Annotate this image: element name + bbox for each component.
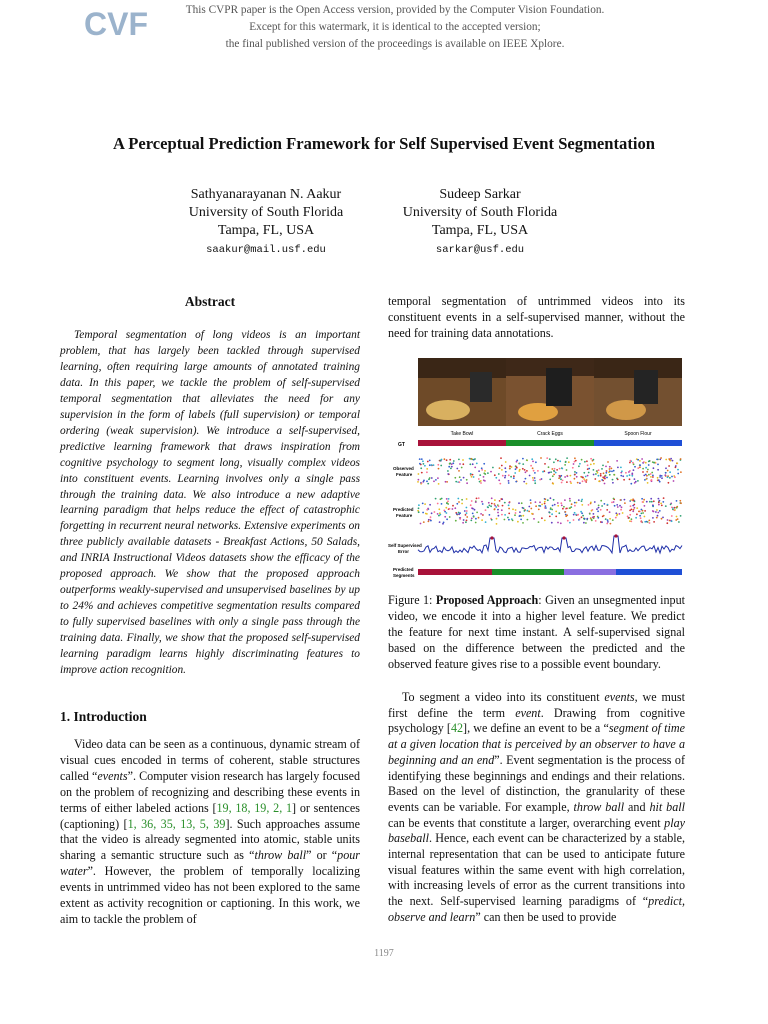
paper-title: A Perceptual Prediction Framework for Self Supervised Event Segmentation (112, 134, 655, 153)
intro-paragraph: Video data can be seen as a continuous, dynamic stream of visual cues encoded in terms of coherent, stable structures called “events”. Computer vision research has largely focused on the problem of recognizing and describing these events in terms of either labeled actions [19, 18, 19, 2, 1] or sentences (captioning) [1, 36, 35, 13, 5, 39]. Such approaches assume that the video is already segmented into atomic, stable units sharing a semantic structure such as “throw ball” or “pour water”. However, the problem of temporally localizing events in untrimmed video has not been explored to the same extent as activity recognition or captioning. In this work, we aim to tackle the problem of (60, 737, 361, 926)
right-column-text: temporal segmentation of untrimmed videos into its constituent events in a self-supervised manner, without the need for training data annotations. (388, 294, 685, 340)
boundary-marker (490, 536, 493, 539)
watermark-line: the final published version of the proceedings is available on IEEE Xplore. (225, 38, 565, 50)
predicted-segments-bar (418, 569, 682, 575)
predicted-feature-scatter (417, 497, 682, 525)
right-column-paragraph: To segment a video into its constituent events, we must first define the term event. Drawing from cognitive psychology [42], we define an event to be a “segment of time at a given location that is perceived by an observer to have a beginning and an end”. Event segmentation is the process of identifying these beginnings and endings and their relations. Based on the level of distinction, the granularity of these events can be variable. For example, throw ball and hit ball can be events that constitute a larger, overarching event play baseball. Hence, each event can be characterized by a stable, internal representation that can be used to anticipate future visual features within the same event with high correlation, with increasing levels of error as the current transitions into the next. Self-supervised learning paradigms of “predict, observe and learn” can then be used to provide (388, 690, 685, 924)
boundary-marker (562, 536, 565, 539)
boundary-markers (490, 534, 617, 539)
author-name: Sudeep Sarkar (439, 187, 521, 202)
author-location: Tampa, FL, USA (431, 223, 529, 238)
cvf-logo (84, 6, 148, 42)
row-label: Observed (393, 466, 414, 471)
abstract-heading: Abstract (184, 294, 236, 309)
emphasis: pour water (60, 848, 360, 879)
segment-label: Spoon Flour (624, 431, 652, 437)
gt-bar (418, 440, 682, 446)
watermark-line: Except for this watermark, it is identical to the accepted version; (249, 21, 541, 33)
segment-label: Crack Eggs (537, 431, 563, 437)
row-label: Feature (396, 513, 413, 518)
caption-bold: Proposed Approach (435, 593, 539, 607)
author-block (360, 186, 600, 260)
video-frames (418, 358, 682, 426)
author-name: Sathyanarayanan N. Aakur (190, 187, 342, 202)
page-number: 1197 (374, 948, 394, 959)
watermark-line: This CVPR paper is the Open Access version, provided by the Computer Vision Foundation. (185, 4, 605, 16)
citation-link[interactable]: 19, 18, 19, 2, 1 (216, 800, 293, 815)
boundary-marker (614, 534, 617, 537)
row-label: Predicted (393, 507, 414, 512)
row-label: Error (398, 549, 410, 554)
row-label: Self Supervised (388, 543, 422, 548)
row-label-gt: GT (398, 442, 405, 448)
emphasis: throw ball (254, 848, 307, 863)
observed-feature-scatter (417, 457, 682, 485)
abstract-text: Temporal segmentation of long videos is an important problem, that has largely been tackled through supervised learning, often requiring large amounts of annotated training data. In this paper, we tackle the problem of self-supervised temporal segmentation that alleviates the need for any supervision in the form of labels (full supervision) or temporal ordering (weak supervision). We introduce a self-supervised, predictive learning framework that draws inspiration from cognitive psychology to segment long, visually complex videos into constituent events. Learning involves only a single pass through the training data. We also introduce a new adaptive learning paradigm that helps reduce the effect of catastrophic forgetting in recurrent neural networks. Extensive experiments on three publicly available datasets - Breakfast Actions, 50 Salads, and INRIA Instructional Videos datasets show the efficacy of the proposed approach. We show that the proposed approach outperforms weakly-supervised and unsupervised baselines by up to 24% and achieves competitive segmentation results compared to fully supervised baselines with only a single pass through the training data. Finally, we show that the proposed self-supervised learning paradigm learns highly discriminating features to improve action recognition. (60, 329, 360, 677)
row-label: Segments (393, 573, 415, 578)
author-block (146, 186, 386, 260)
cvf-logo-text: CVF (84, 6, 148, 42)
emphasis: events (97, 768, 128, 783)
author-email: sarkar@usf.edu (435, 244, 525, 256)
row-label: Predicted (393, 567, 414, 572)
error-curve (418, 536, 682, 553)
figure-1 (388, 358, 688, 583)
section-heading: 1. Introduction (60, 709, 147, 724)
citation-link[interactable]: 42 (450, 721, 464, 736)
author-email: saakur@mail.usf.edu (206, 244, 326, 256)
row-label: Feature (396, 472, 413, 477)
open-access-watermark (160, 2, 630, 53)
citation-link[interactable]: 1, 36, 35, 13, 5, 39 (127, 816, 226, 831)
author-location: Tampa, FL, USA (217, 223, 315, 238)
segment-label: Take Bowl (450, 431, 474, 437)
author-affiliation: University of South Florida (188, 205, 344, 220)
figure-caption: Figure 1: Proposed Approach: Given an unsegmented input video, we encode it into a higher level feature. We predict the feature for next time instant. A self-supervised signal based on the difference between the predicted and the observed feature gives rise to a possible event boundary. (388, 593, 685, 671)
author-affiliation: University of South Florida (402, 205, 558, 220)
